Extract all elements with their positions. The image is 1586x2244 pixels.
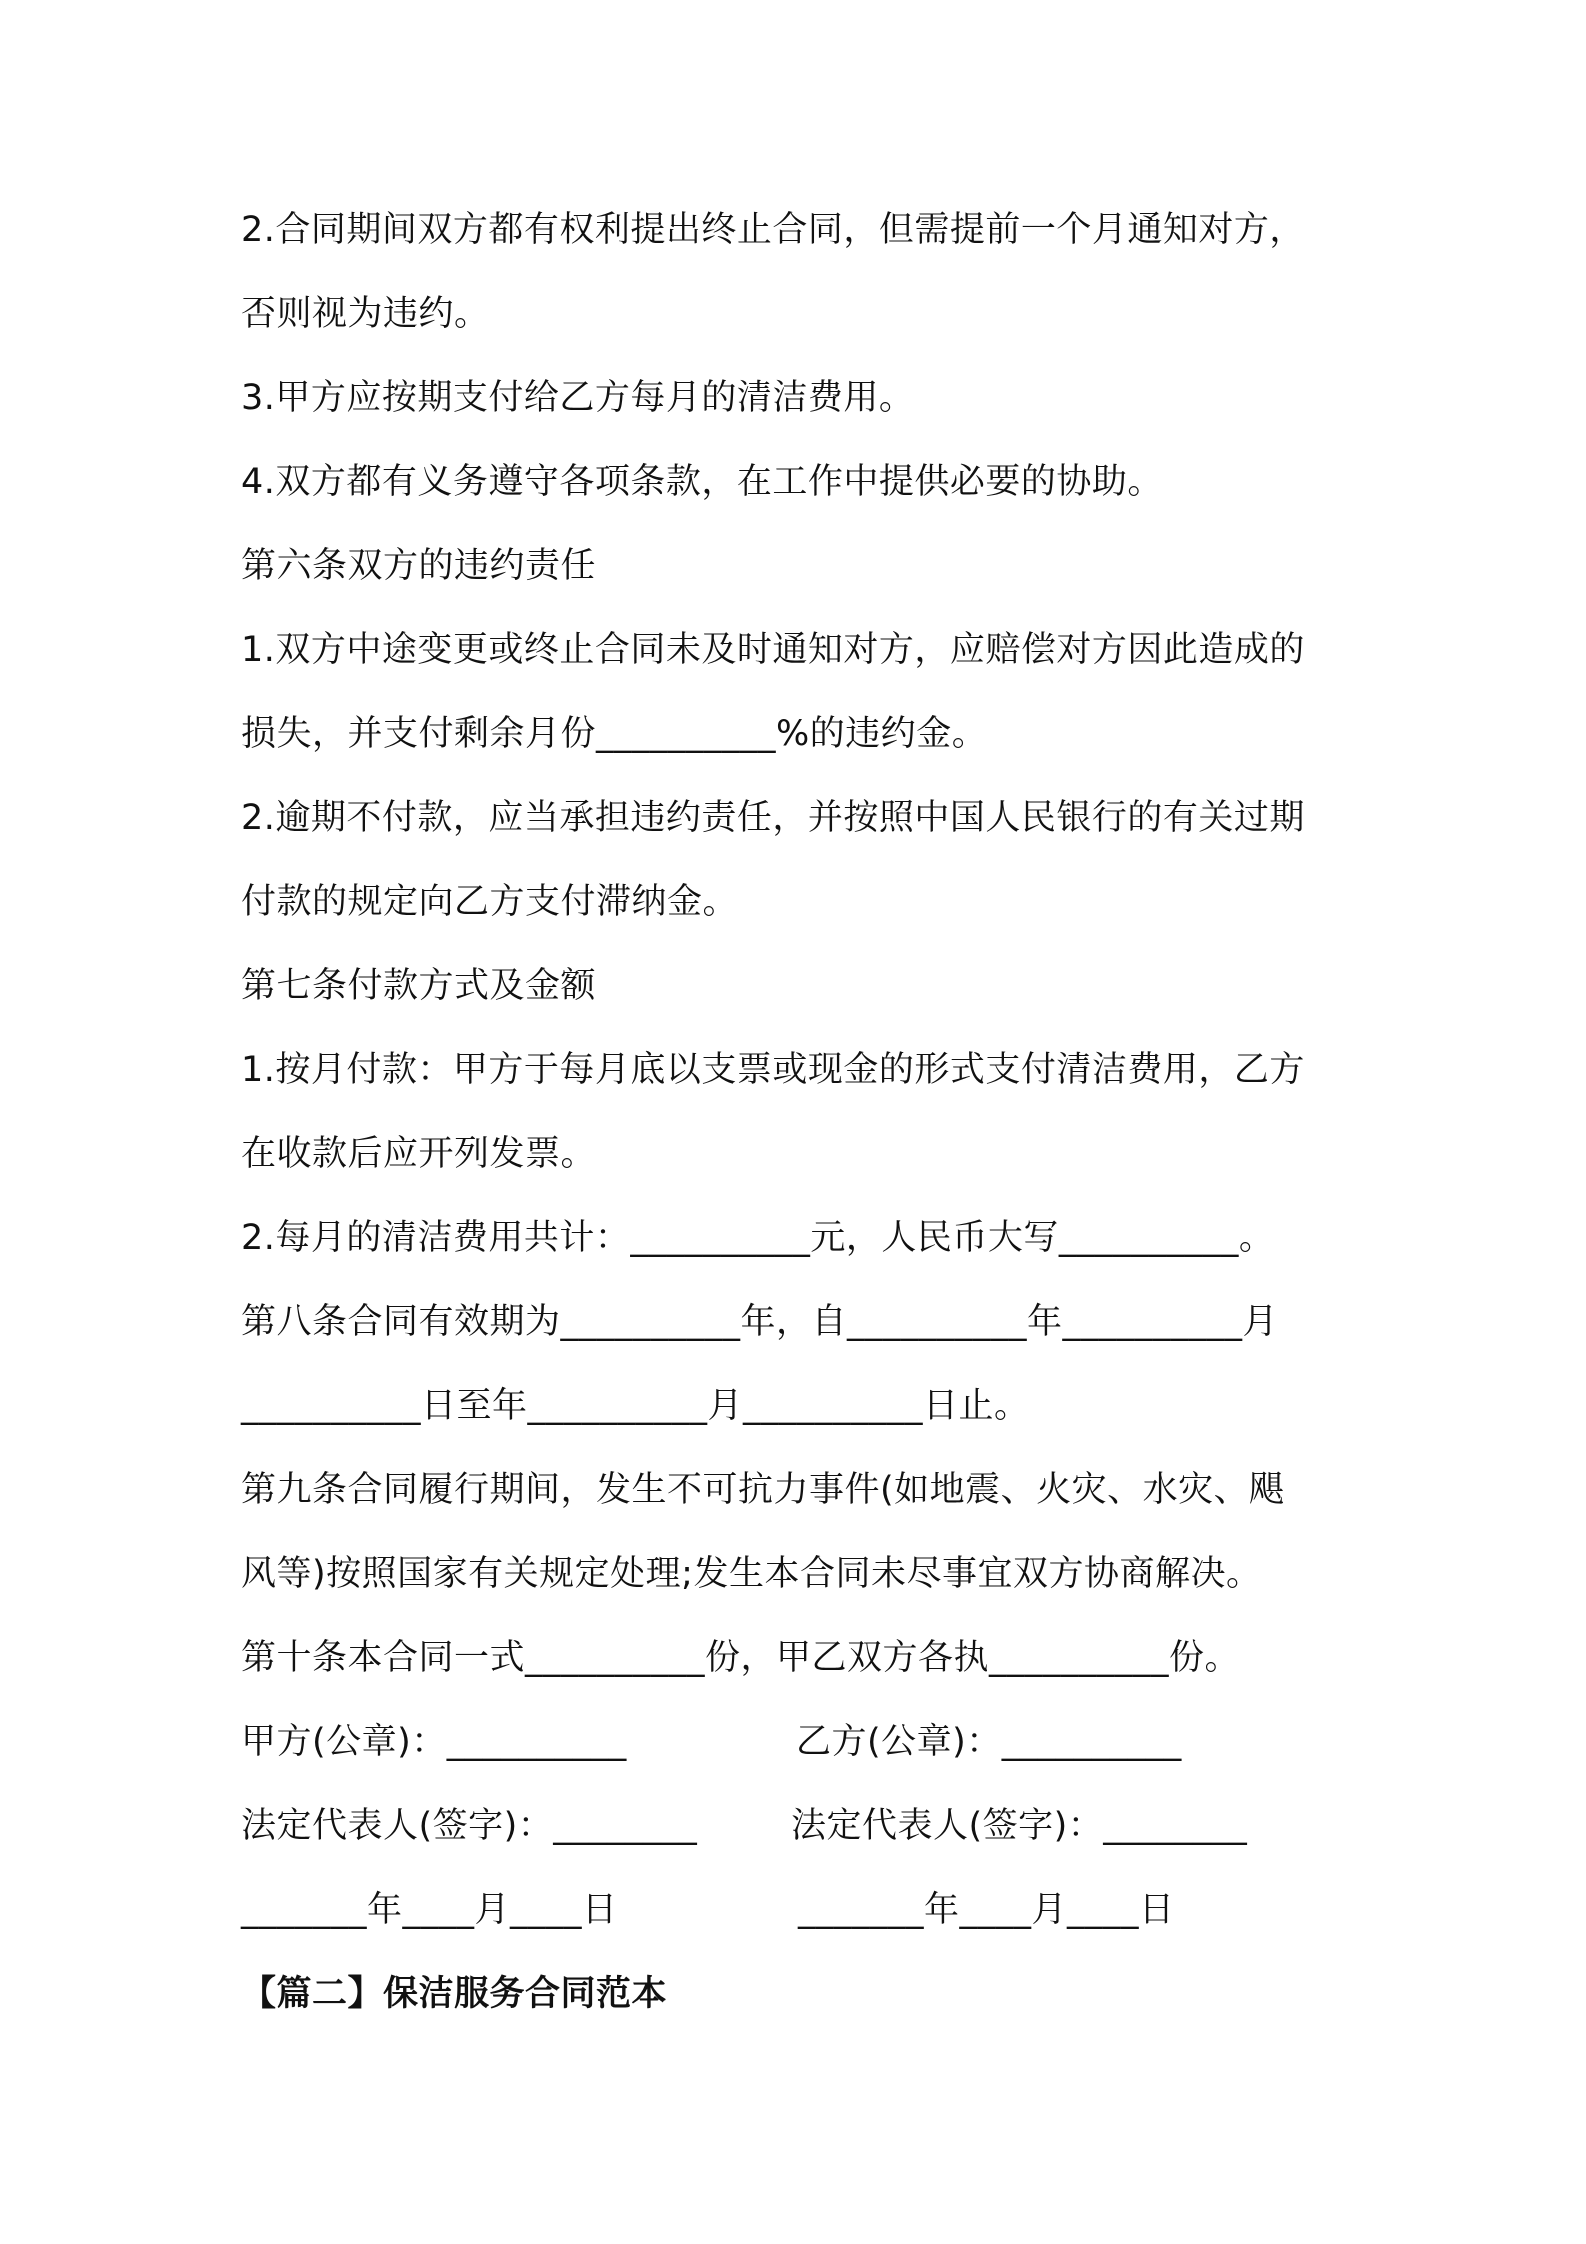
article-line: 第十条本合同一式__________份，甲乙双方各执__________份。 <box>241 1638 1241 1678</box>
article-heading: 第七条付款方式及金额 <box>241 966 597 1006</box>
clause-line: 在收款后应开列发票。 <box>241 1134 597 1174</box>
clause-line: 2.逾期不付款，应当承担违约责任，并按照中国人民银行的有关过期 <box>241 798 1305 838</box>
clause-line: 否则视为违约。 <box>241 294 490 334</box>
article-line: 第八条合同有效期为__________年，自__________年__________月 <box>241 1302 1279 1342</box>
article-line: __________日至年__________月__________日止。 <box>241 1386 1030 1426</box>
party-a-seal: 甲方(公章)：__________ <box>241 1722 627 1762</box>
clause-line: 2.合同期间双方都有权利提出终止合同，但需提前一个月通知对方， <box>241 210 1305 250</box>
party-a-representative: 法定代表人(签字)：________ <box>241 1806 698 1846</box>
clause-line: 2.每月的清洁费用共计：__________元，人民币大写__________。 <box>241 1218 1275 1258</box>
party-b-date: _______年____月____日 <box>798 1890 1175 1930</box>
party-b-representative: 法定代表人(签字)：________ <box>791 1806 1248 1846</box>
section-heading: 【篇二】保洁服务合同范本 <box>241 1974 668 2014</box>
clause-line: 1.双方中途变更或终止合同未及时通知对方，应赔偿对方因此造成的 <box>241 630 1305 670</box>
party-b-seal: 乙方(公章)：__________ <box>796 1722 1182 1762</box>
clause-line: 损失，并支付剩余月份__________%的违约金。 <box>241 714 988 754</box>
clause-line: 1.按月付款：甲方于每月底以支票或现金的形式支付清洁费用，乙方 <box>241 1050 1305 1090</box>
party-a-date: _______年____月____日 <box>241 1890 618 1930</box>
article-line: 风等)按照国家有关规定处理;发生本合同未尽事宜双方协商解决。 <box>241 1554 1262 1594</box>
clause-line: 3.甲方应按期支付给乙方每月的清洁费用。 <box>241 378 915 418</box>
clause-line: 4.双方都有义务遵守各项条款，在工作中提供必要的协助。 <box>241 462 1163 502</box>
clause-line: 付款的规定向乙方支付滞纳金。 <box>241 882 739 922</box>
article-line: 第九条合同履行期间，发生不可抗力事件(如地震、火灾、水灾、飓 <box>241 1470 1285 1510</box>
article-heading: 第六条双方的违约责任 <box>241 546 597 586</box>
